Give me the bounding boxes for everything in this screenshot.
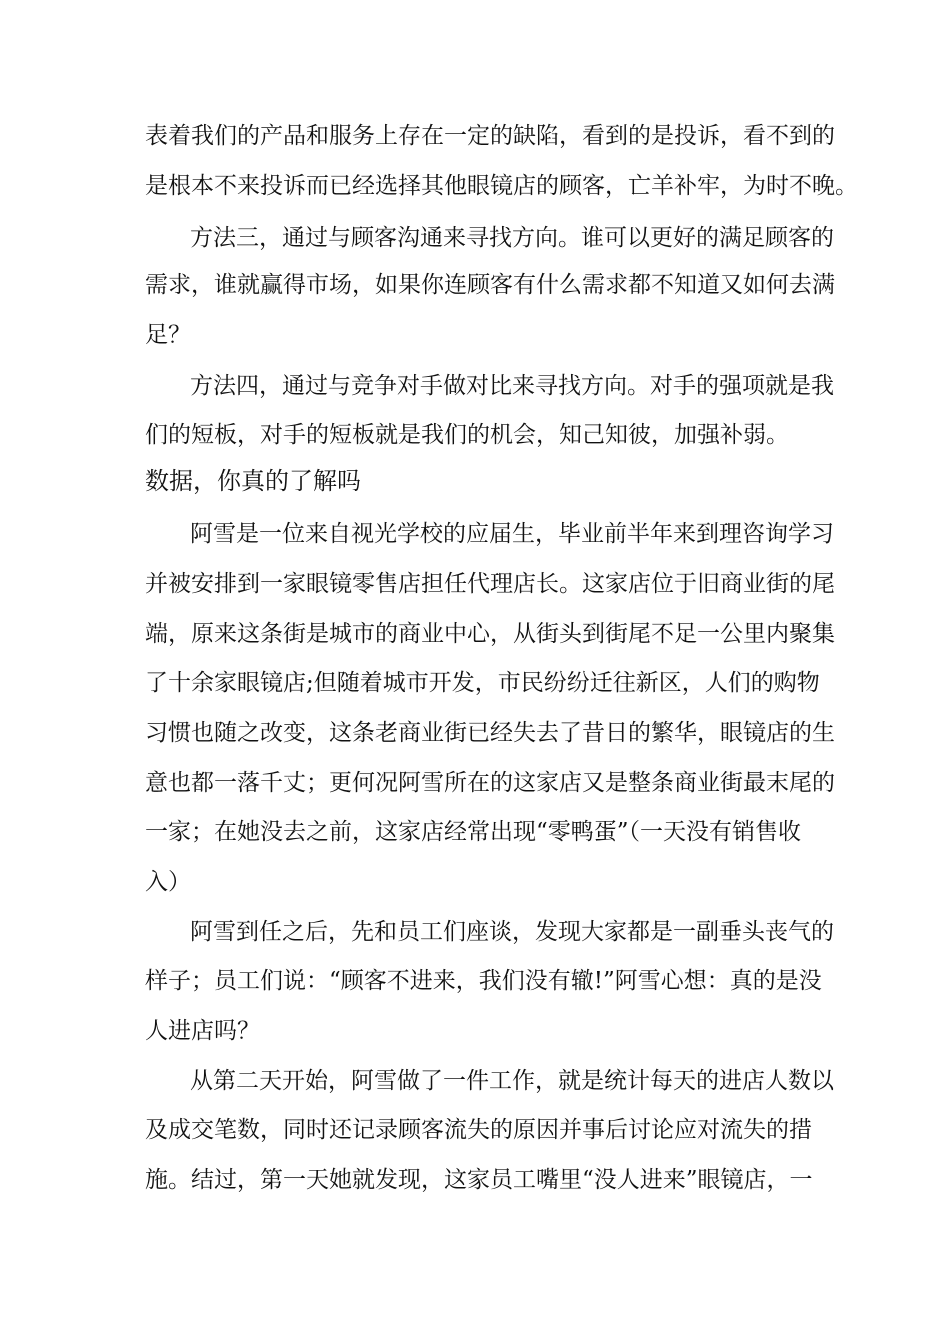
text-line: 习惯也随之改变，这条老商业街已经失去了昔日的繁华，眼镜店的生 — [145, 720, 835, 746]
text-line: 从第二天开始，阿雪做了一件工作，就是统计每天的进店人数以 — [190, 1068, 834, 1094]
text-line: 及成交笔数，同时还记录顾客流失的原因并事后讨论应对流失的措 — [145, 1117, 812, 1143]
text-line: 端，原来这条街是城市的商业中心，从街头到街尾不足一公里内聚集 — [145, 621, 835, 647]
text-line: 意也都一落千丈；更何况阿雪所在的这家店又是整条商业街最末尾的 — [145, 770, 835, 796]
text-line: 方法三，通过与顾客沟通来寻找方向。谁可以更好的满足顾客的 — [190, 225, 834, 251]
text-line: 阿雪是一位来自视光学校的应届生，毕业前半年来到理咨询学习 — [190, 521, 834, 547]
text-line: 阿雪到任之后，先和员工们座谈，发现大家都是一副垂头丧气的 — [190, 919, 834, 945]
text-line: 是根本不来投诉而已经选择其他眼镜店的顾客，亡羊补牢，为时不晚。 — [145, 173, 858, 199]
text-line: 们的短板，对手的短板就是我们的机会，知己知彼，加强补弱。 — [145, 422, 789, 448]
document-body — [145, 0, 858, 1344]
text-line: 足？ — [145, 322, 191, 348]
text-line: 入） — [145, 869, 191, 895]
section-heading: 数据，你真的了解吗 — [145, 467, 361, 495]
text-line: 人进店吗？ — [145, 1018, 260, 1044]
text-line: 一家；在她没去之前，这家店经常出现“零鸭蛋”（一天没有销售收 — [145, 819, 802, 845]
text-line: 了十余家眼镜店;但随着城市开发，市民纷纷迁往新区，人们的购物 — [145, 670, 820, 696]
text-line: 需求，谁就赢得市场，如果你连顾客有什么需求都不知道又如何去满 — [145, 272, 835, 298]
text-line: 并被安排到一家眼镜零售店担任代理店长。这家店位于旧商业街的尾 — [145, 571, 835, 597]
text-line: 方法四，通过与竞争对手做对比来寻找方向。对手的强项就是我 — [190, 373, 834, 399]
text-line: 样子；员工们说：“顾客不进来，我们没有辙!”阿雪心想：真的是没 — [145, 968, 822, 994]
text-line: 施。结过，第一天她就发现，这家员工嘴里“没人进来”眼镜店，一 — [145, 1167, 813, 1193]
text-line: 表着我们的产品和服务上存在一定的缺陷，看到的是投诉，看不到的 — [145, 123, 835, 149]
